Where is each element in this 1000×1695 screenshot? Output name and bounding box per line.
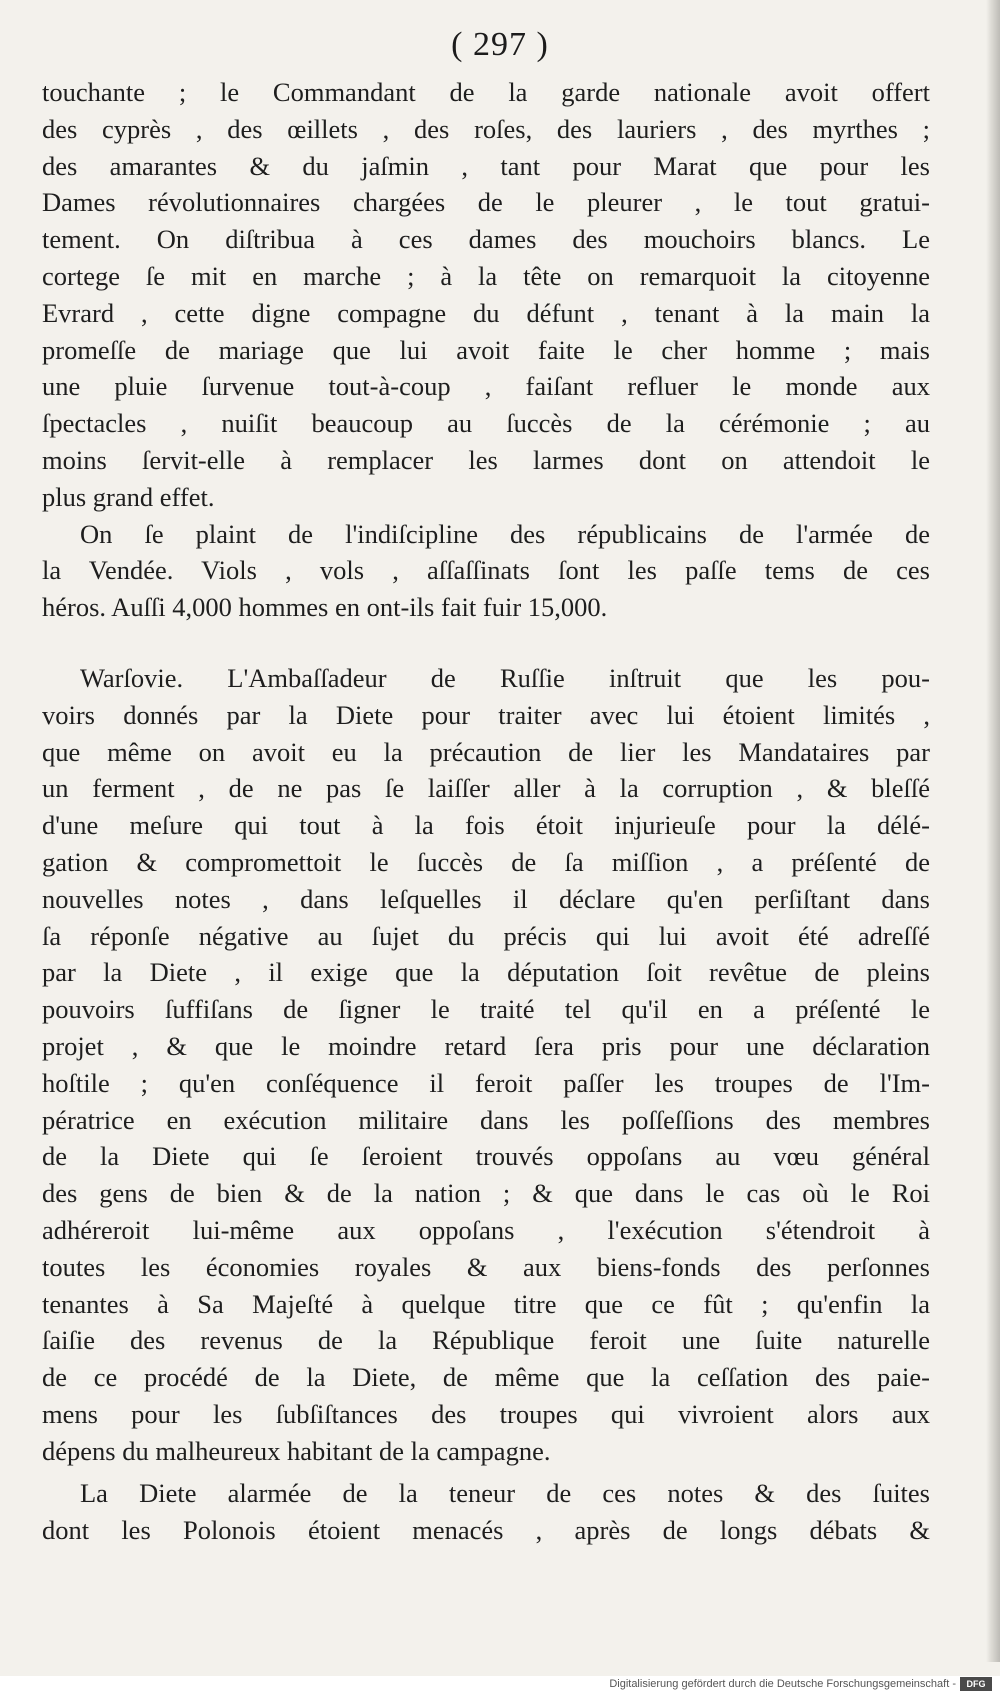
text-line: mens pour les ſubſiſtances des troupes qui vivroient alors aux	[42, 1398, 930, 1429]
text-line: ſa réponſe négative au ſujet du précis qui lui avoit été adreſſé	[42, 920, 930, 951]
text-body	[42, 74, 930, 1549]
text-line: Evrard , cette digne compagne du défunt , tenant à la main la	[42, 297, 930, 328]
text-line: Dames révolutionnaires chargées de le pleurer , le tout gratui-	[42, 187, 930, 218]
page-edge-shadow	[986, 0, 1000, 1662]
text-line: des cyprès , des œillets , des roſes, des lauriers , des myrthes ;	[42, 113, 930, 144]
text-line: gation & compromettoit le ſuccès de ſa miſſion , a préſenté de	[42, 846, 930, 877]
paragraph-warsaw	[42, 660, 930, 1470]
section-gap	[42, 626, 930, 660]
text-line: des amarantes & du jaſmin , tant pour Marat que pour les	[42, 150, 930, 181]
text-line: Warſovie. L'Ambaſſadeur de Ruſſie inſtruit que les pou-	[80, 662, 930, 693]
text-line: promeſſe de mariage que lui avoit faite le cher homme ; mais	[42, 334, 930, 365]
dfg-logo: DFG	[960, 1677, 992, 1691]
text-line: un ferment , de ne pas ſe laiſſer aller à la corruption , & bleſſé	[42, 773, 930, 804]
text-line: dépens du malheureux habitant de la campagne.	[42, 1435, 551, 1466]
paragraph-marat-funeral	[42, 74, 930, 516]
paragraph-vendee	[42, 516, 930, 626]
text-line: une pluie ſurvenue tout-à-coup , faiſant refluer le monde aux	[42, 371, 930, 402]
digitization-credit: Digitalisierung gefördert durch die Deutsche Forschungsgemeinschaft -	[609, 1678, 956, 1690]
text-line: adhéreroit lui-même aux oppoſans , l'exécution s'étendroit à	[42, 1214, 930, 1245]
text-line: la Vendée. Viols , vols , aſſaſſinats ſont les paſſe tems de ces	[42, 555, 930, 586]
text-line: projet , & que le moindre retard ſera pris pour une déclaration	[42, 1030, 930, 1061]
text-line: dont les Polonois étoient menacés , après de longs débats &	[42, 1515, 930, 1546]
text-line: d'une meſure qui tout à la fois étoit injurieuſe pour la délé-	[42, 810, 930, 841]
text-line: de ce procédé de la Diete, de même que la ceſſation des paie-	[42, 1362, 930, 1393]
text-line: pouvoirs ſuffiſans de ſigner le traité tel qu'il en a préſenté le	[42, 994, 930, 1025]
text-line: ſpectacles , nuiſit beaucoup au ſuccès de la cérémonie ; au	[42, 408, 930, 439]
text-line: tement. On diſtribua à ces dames des mouchoirs blancs. Le	[42, 224, 930, 255]
text-line: voirs donnés par la Diete pour traiter avec lui étoient limités ,	[42, 699, 930, 730]
text-line: hoſtile ; qu'en conſéquence il feroit paſſer les troupes de l'Im-	[42, 1067, 930, 1098]
text-line: que même on avoit eu la précaution de lier les Mandataires par	[42, 736, 930, 767]
paragraph-diet-alarmed	[42, 1475, 930, 1549]
text-line: héros. Auſſi 4,000 hommes en ont-ils fait fuir 15,000.	[42, 592, 608, 623]
text-line: pératrice en exécution militaire dans les poſſeſſions des membres	[42, 1104, 930, 1135]
text-line: La Diete alarmée de la teneur de ces notes & des ſuites	[80, 1478, 930, 1509]
text-line: nouvelles notes , dans leſquelles il déclare qu'en perſiſtant dans	[42, 883, 930, 914]
page-number: ( 297 )	[451, 26, 549, 63]
text-line: moins ſervit-elle à remplacer les larmes dont on attendoit le	[42, 444, 930, 475]
text-line: On ſe plaint de l'indiſcipline des républicains de l'armée de	[80, 518, 930, 549]
text-line: touchante ; le Commandant de la garde nationale avoit offert	[42, 77, 930, 107]
text-line: toutes les économies royales & aux biens-fonds des perſonnes	[42, 1251, 930, 1282]
text-line: par la Diete , il exige que la députation ſoit revêtue de pleins	[42, 957, 930, 988]
text-line: tenantes à Sa Majeſté à quelque titre que ce fût ; qu'enfin la	[42, 1288, 930, 1319]
text-line: des gens de bien & de la nation ; & que dans le cas où le Roi	[42, 1178, 930, 1209]
text-line: ſaiſie des revenus de la République feroit une ſuite naturelle	[42, 1325, 930, 1356]
text-line: de la Diete qui ſe ſeroient trouvés oppoſans au vœu général	[42, 1141, 930, 1172]
text-line: plus grand effet.	[42, 481, 215, 512]
text-line: cortege ſe mit en marche ; à la tête on remarquoit la citoyenne	[42, 260, 930, 291]
